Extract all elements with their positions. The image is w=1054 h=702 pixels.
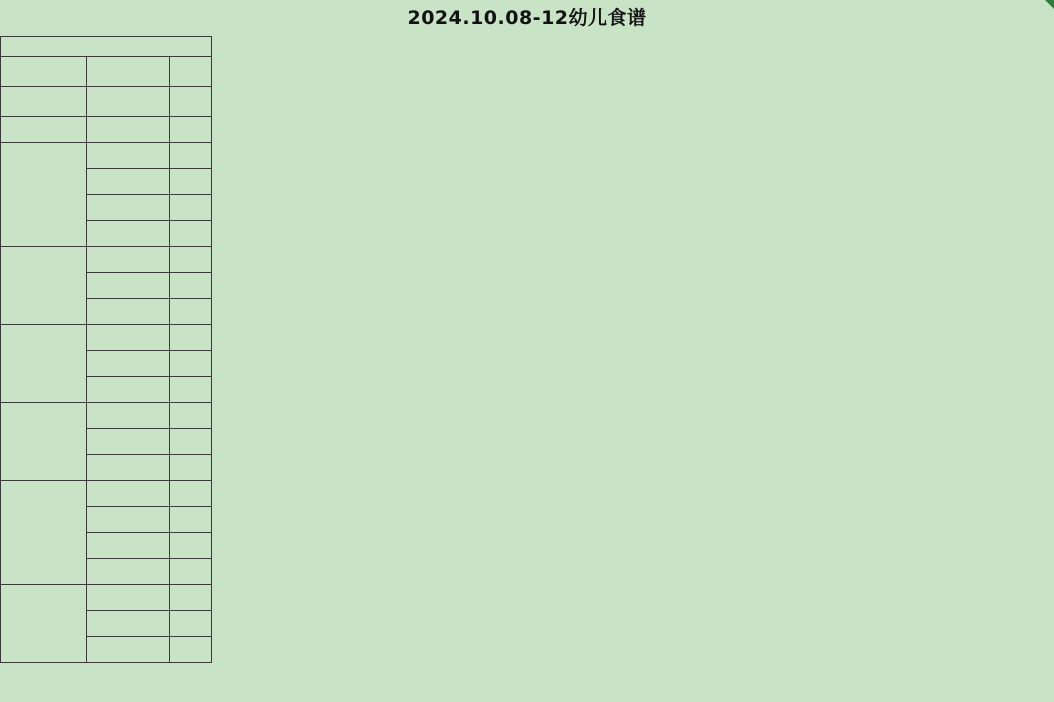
table-row bbox=[1, 143, 1054, 169]
dish-name-cell[interactable] bbox=[1, 585, 87, 663]
ingredient-cell[interactable] bbox=[87, 611, 170, 637]
ingredient-cell[interactable] bbox=[87, 585, 170, 611]
table-row bbox=[1, 325, 1054, 351]
amount-cell[interactable] bbox=[170, 377, 212, 403]
table-row bbox=[1, 611, 1054, 637]
amount-cell[interactable] bbox=[170, 143, 212, 169]
ingredient-cell[interactable] bbox=[87, 169, 170, 195]
ingredient-cell[interactable] bbox=[87, 299, 170, 325]
amount-cell[interactable] bbox=[170, 117, 212, 143]
ingredient-cell[interactable] bbox=[87, 637, 170, 663]
ingredient-cell[interactable] bbox=[87, 351, 170, 377]
ingredient-cell[interactable] bbox=[87, 429, 170, 455]
amount-header[interactable] bbox=[170, 57, 212, 87]
table-row bbox=[1, 87, 1054, 117]
table-row bbox=[1, 533, 1054, 559]
dish-name-cell[interactable] bbox=[1, 481, 87, 585]
table-row bbox=[1, 247, 1054, 273]
ingredient-cell[interactable] bbox=[87, 507, 170, 533]
amount-cell[interactable] bbox=[170, 273, 212, 299]
ingredient-cell[interactable] bbox=[87, 481, 170, 507]
ingredient-cell[interactable] bbox=[87, 325, 170, 351]
amount-cell[interactable] bbox=[170, 533, 212, 559]
ingredient-cell[interactable] bbox=[87, 247, 170, 273]
amount-cell[interactable] bbox=[170, 169, 212, 195]
ingredient-cell[interactable] bbox=[87, 559, 170, 585]
ingredient-name-header[interactable] bbox=[87, 57, 170, 87]
amount-cell[interactable] bbox=[170, 507, 212, 533]
table-row bbox=[1, 559, 1054, 585]
amount-cell[interactable] bbox=[170, 559, 212, 585]
amount-cell[interactable] bbox=[170, 299, 212, 325]
amount-cell[interactable] bbox=[170, 481, 212, 507]
table-row bbox=[1, 455, 1054, 481]
dish-name-header[interactable] bbox=[1, 57, 87, 87]
ingredient-cell[interactable] bbox=[87, 87, 170, 117]
amount-cell[interactable] bbox=[170, 585, 212, 611]
amount-cell[interactable] bbox=[170, 637, 212, 663]
ingredient-cell[interactable] bbox=[87, 195, 170, 221]
amount-cell[interactable] bbox=[170, 429, 212, 455]
table-row bbox=[1, 637, 1054, 663]
dish-name-cell[interactable] bbox=[1, 403, 87, 481]
table-row bbox=[1, 117, 1054, 143]
ingredient-cell[interactable] bbox=[87, 117, 170, 143]
dish-name-cell[interactable] bbox=[1, 247, 87, 325]
table-row bbox=[1, 169, 1054, 195]
ingredient-cell[interactable] bbox=[87, 533, 170, 559]
dish-name-cell[interactable] bbox=[1, 143, 87, 247]
amount-cell[interactable] bbox=[170, 87, 212, 117]
table-row bbox=[1, 507, 1054, 533]
column-header-row bbox=[1, 57, 1054, 87]
dish-name-cell[interactable] bbox=[1, 87, 87, 117]
ingredient-cell[interactable] bbox=[87, 273, 170, 299]
sheet-corner-marker bbox=[1045, 0, 1054, 9]
amount-cell[interactable] bbox=[170, 221, 212, 247]
table-row bbox=[1, 481, 1054, 507]
amount-cell[interactable] bbox=[170, 403, 212, 429]
amount-cell[interactable] bbox=[170, 611, 212, 637]
table-row bbox=[1, 351, 1054, 377]
ingredient-cell[interactable] bbox=[87, 221, 170, 247]
table-row bbox=[1, 273, 1054, 299]
ingredient-cell[interactable] bbox=[87, 455, 170, 481]
menu-title: 2024.10.08-12幼儿食谱 bbox=[407, 7, 647, 29]
amount-cell[interactable] bbox=[170, 247, 212, 273]
menu-table bbox=[0, 36, 1054, 663]
table-row bbox=[1, 299, 1054, 325]
table-row bbox=[1, 221, 1054, 247]
table-row bbox=[1, 429, 1054, 455]
amount-cell[interactable] bbox=[170, 455, 212, 481]
ingredient-cell[interactable] bbox=[87, 403, 170, 429]
amount-cell[interactable] bbox=[170, 351, 212, 377]
ingredient-cell[interactable] bbox=[87, 377, 170, 403]
amount-cell[interactable] bbox=[170, 195, 212, 221]
day-date-header[interactable] bbox=[1, 37, 212, 57]
date-header-row bbox=[1, 37, 1054, 57]
table-row bbox=[1, 195, 1054, 221]
table-row bbox=[1, 585, 1054, 611]
ingredient-cell[interactable] bbox=[87, 143, 170, 169]
table-row bbox=[1, 377, 1054, 403]
table-row bbox=[1, 403, 1054, 429]
dish-name-cell[interactable] bbox=[1, 117, 87, 143]
dish-name-cell[interactable] bbox=[1, 325, 87, 403]
amount-cell[interactable] bbox=[170, 325, 212, 351]
